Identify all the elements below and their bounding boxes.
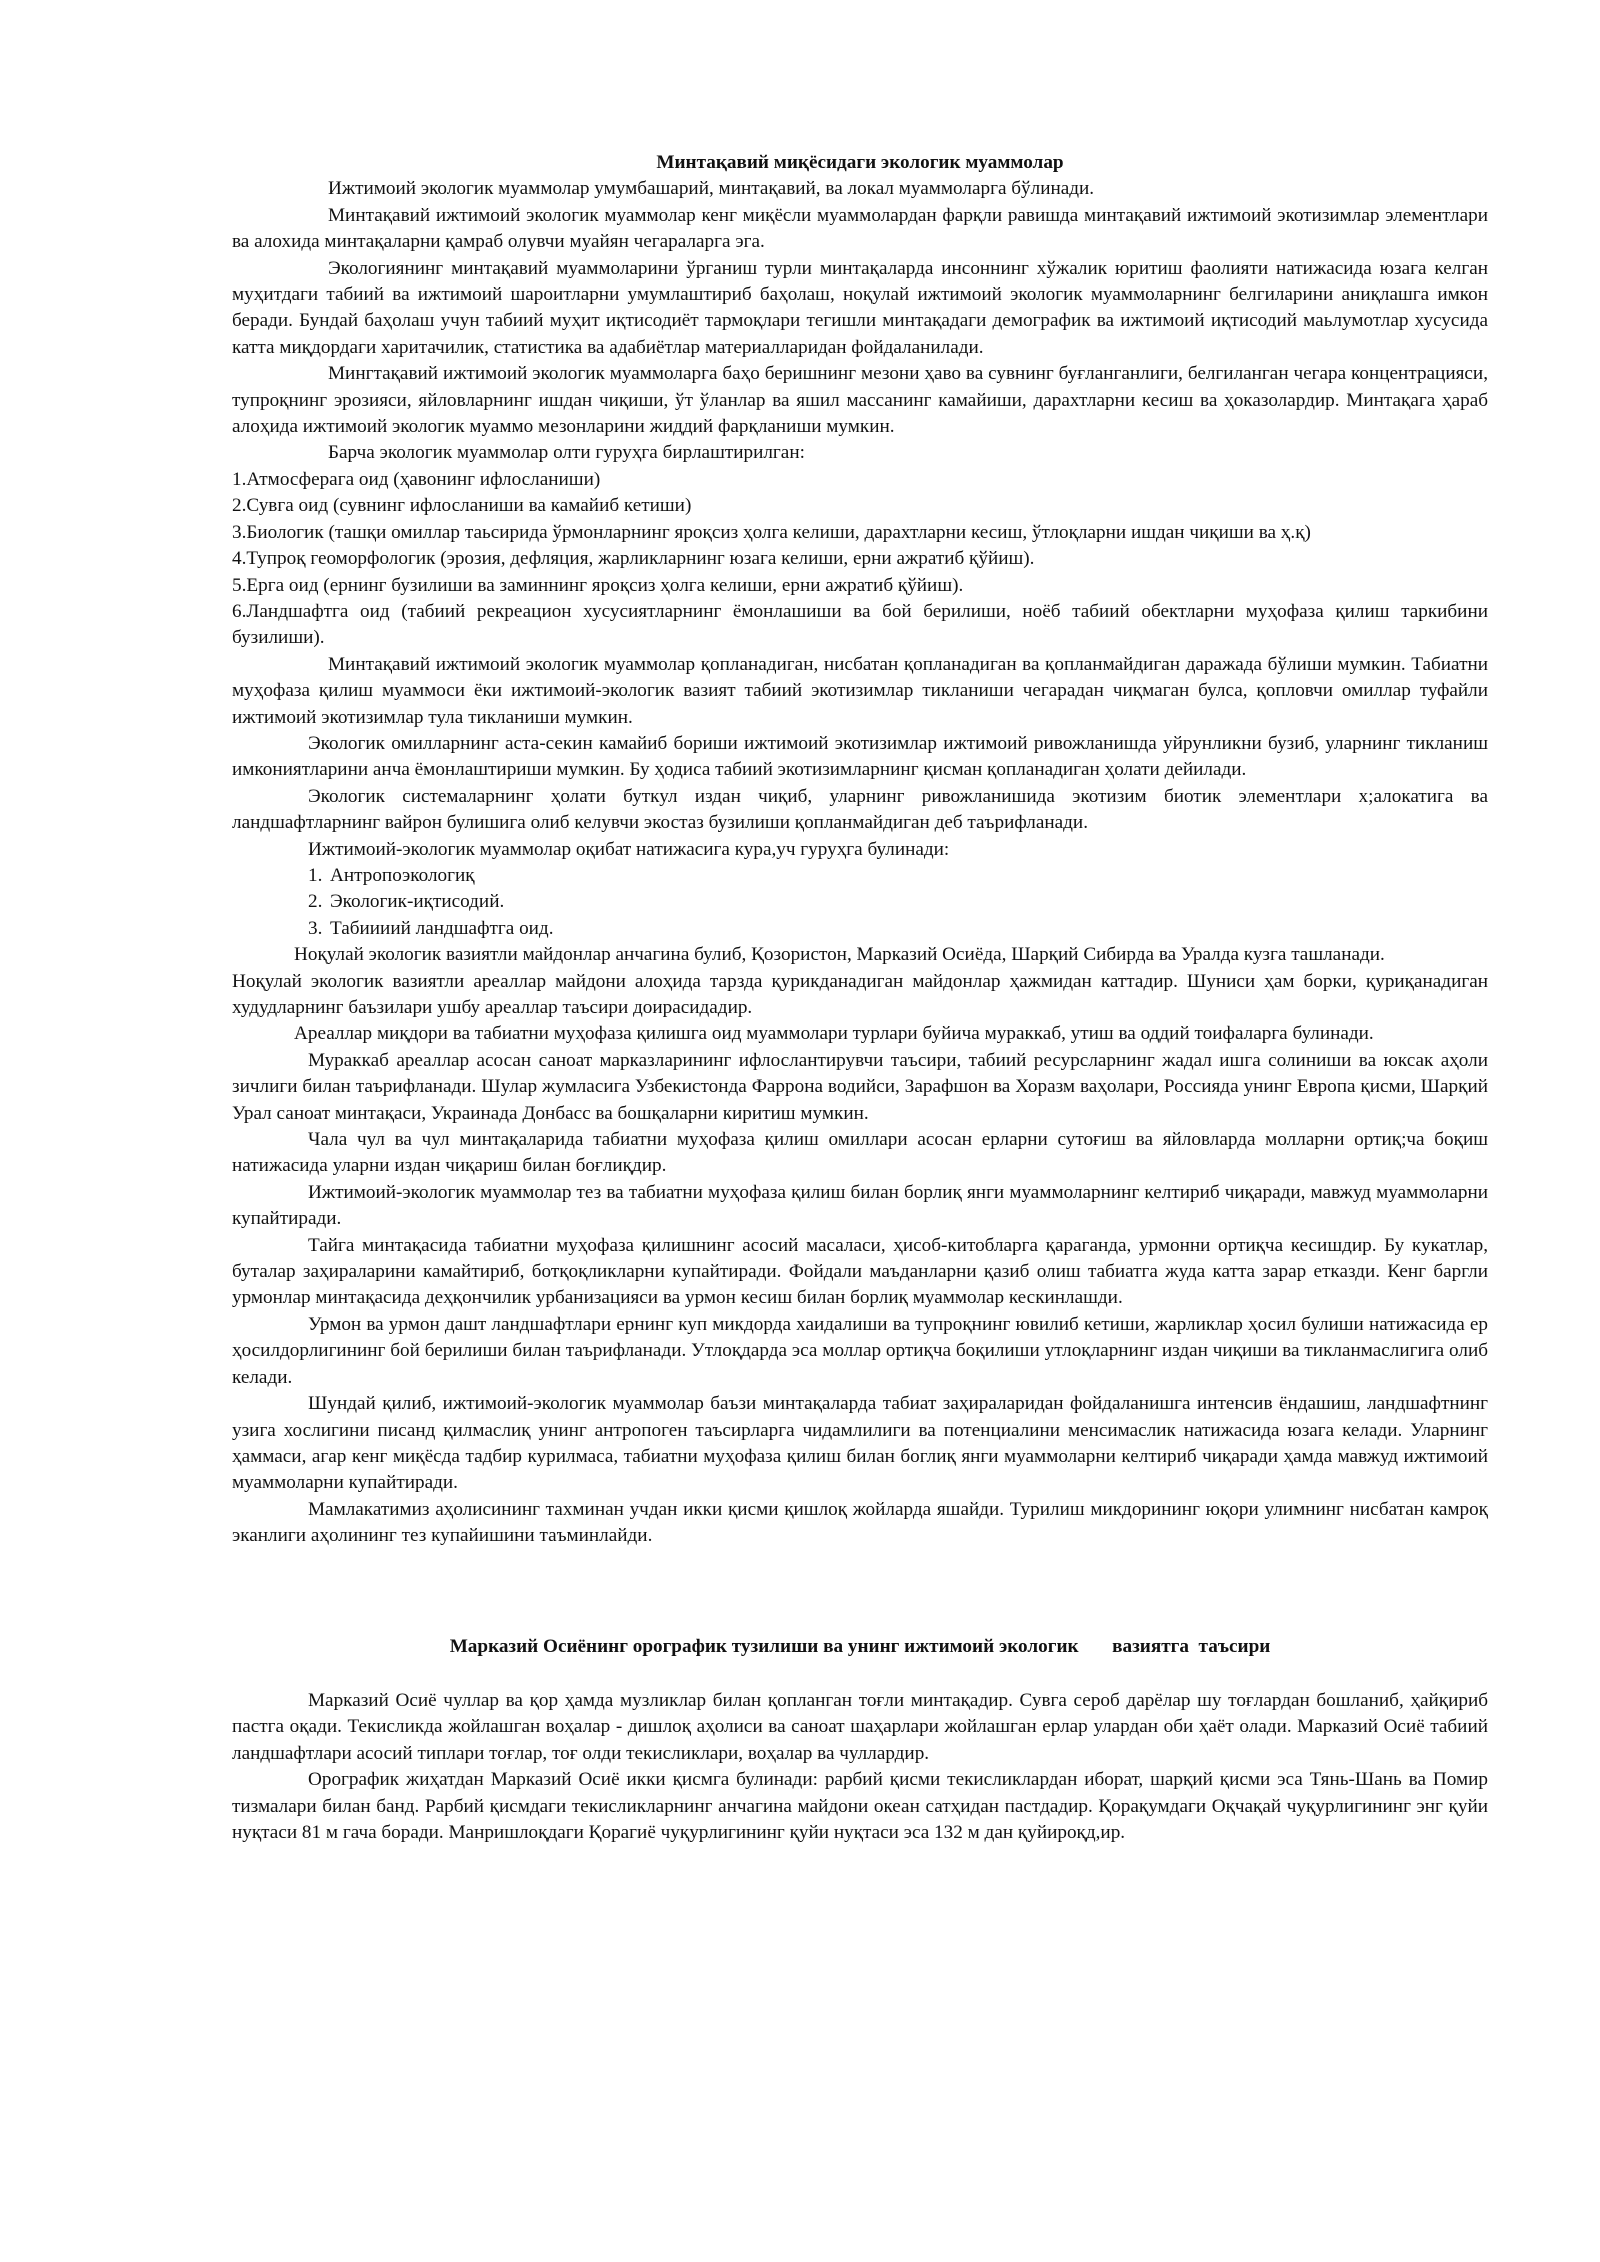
paragraph: Ижтимоий-экологик муаммолар тез ва табиатни муҳофаза қилиш билан борлиқ янги муаммоларнинг келтириб чиқаради, мавжуд муаммоларни купайтиради. <box>232 1181 1488 1230</box>
list-item: 3.Биологик (ташқи омиллар таьсирида ўрмонларнинг яроқсиз ҳолга келиши, дарахтларни кесиш, ўтлоқларни ишдан чиқиши ва ҳ.қ) <box>232 521 1311 543</box>
paragraph: Минтақавий ижтимоий экологик муаммолар кенг миқёсли муаммолардан фарқли равишда минтақавий ижтимоий экотизимлар элементлари ва алохида минтақаларни қамраб олувчи муайян чегараларга эга. <box>232 204 1488 253</box>
paragraph: Барча экологик муаммолар олти гуруҳга бирлаштирилган: <box>328 442 805 464</box>
paragraph: Урмон ва урмон дашт ландшафтлари ернинг куп микдорда хаидалиши ва тупроқнинг ювилиб кетиши, жарликлар ҳосил булиши натижасида ер ҳосилдорлигининг бой берилиши билан таърифланади. Утлоқдарда эса моллар ортиқча боқилиши утлоқларнинг издан чиқиши ва тикланмаслигига олиб келади. <box>232 1313 1488 1388</box>
list-item <box>308 916 1488 942</box>
list-text: Табиииий ландшафтга оид. <box>330 917 554 939</box>
list-item: 1.Атмосферага оид (ҳавонинг ифлосланиши) <box>232 468 601 490</box>
paragraph: Ноқулай экологик вазиятли ареаллар майдони алоҳида тарзда қурикданадиган майдонлар ҳажмидан каттадир. Шуниси ҳам борки, қуриқанадиган худудларнинг баъзилари ушбу ареаллар таъсири доирасидадир. <box>232 970 1488 1018</box>
section-1-title: Минтақавий миқёсидаги экологик муаммолар <box>656 152 1064 173</box>
list-number: 2. <box>308 891 323 913</box>
paragraph: Ижтимоий экологик муаммолар умумбашарий, минтақавий, ва локал муаммоларга бўлинади. <box>328 178 1095 200</box>
paragraph: Мамлакатимиз аҳолисининг тахминан учдан икки қисми қишлоқ жойларда яшайди. Турилиш микдорининг юқори улимнинг нисбатан камроқ эканлиги аҳолининг тез купайишини таъминлайди. <box>232 1498 1488 1547</box>
paragraph: Тайга минтақасида табиатни муҳофаза қилишнинг асосий масаласи, ҳисоб-китобларга қараганда, урмонни ортиқча кесишдир. Бу кукатлар, буталар заҳираларини камайтириб, ботқоқликларни купайтиради. Фойдали маъданларни қазиб олиш табиатга жуда катта зарар етказди. Кенг баргли урмонлар минтақасида деҳқончилик урбанизацияси ва урмон кесиш билан борлиқ муаммолар кескинлашди. <box>232 1234 1488 1309</box>
paragraph: Мингтақавий ижтимоий экологик муаммоларга баҳо беришнинг мезони ҳаво ва сувнинг буғланганлиги, белгиланган чегара концентрацияси, тупроқнинг эрозияси, яйловларнинг ишдан чиқиши, ўт ўланлар ва яшил массанинг камайиши, дарахтларни кесиш ва ҳоказолардир. Минтақага ҳараб алоҳида ижтимоий экологик муаммо мезонларини жиддий фарқланиши мумкин. <box>232 363 1488 438</box>
paragraph: Экологик омилларнинг аста-секин камайиб бориши ижтимоий экотизимлар ижтимоий ривожланишда уйрунликни бузиб, уларнинг тикланиш имкониятларини анча ёмонлаштириши мумкин. Бу ҳодиса табиий экотизимларнинг қисман қопланадиган ҳолати дейилади. <box>232 732 1488 781</box>
list-item: 6.Ландшафтга оид (табиий рекреацион хусусиятларнинг ёмонлашиши ва бой берилиши, ноёб табиий обектларни муҳофаза қилиш таркибини бузилиши). <box>232 600 1488 649</box>
list-text: Антропоэкологиқ <box>330 864 475 886</box>
paragraph: Чала чул ва чул минтақаларида табиатни муҳофаза қилиш омиллари асосан ерларни сутоғиш ва яйловларда молларни ортиқ;ча боқиш натижасида уларни издан чиқариш билан боғлиқдир. <box>232 1129 1488 1177</box>
list-item <box>308 889 1488 915</box>
section-2-title: Марказий Осиёнинг орографик тузилиши ва унинг ижтимоий экологик вазиятга таъсири <box>449 1635 1271 1657</box>
paragraph: Мураккаб ареаллар асосан саноат марказларининг ифлослантирувчи таъсири, табиий ресурсларнинг жадал ишга солиниши ва юксак аҳоли зичлиги билан таърифланади. Шулар жумласига Узбекистонда Фаррона водийси, Зарафшон ва Хоразм ваҳолари, Россияда унинг Европа қисми, Шарқий Урал саноат минтақаси, Украинада Донбасс ва бошқаларни киритиш мумкин. <box>232 1049 1488 1124</box>
section-spacer <box>232 1550 1488 1634</box>
paragraph: Минтақавий ижтимоий экологик муаммолар қопланадиган, нисбатан қопланадиган ва қопланмайдиган даражада бўлиши мумкин. Табиатни муҳофаза қилиш муаммоси ёки ижтимоий-экологик вазият табиий экотизимлар тикланиши чегарадан чиқмаган булса, қопловчи омиллар туфайли ижтимоий экотизимлар тула тикланиши мумкин. <box>232 653 1488 728</box>
paragraph: Ноқулай экологик вазиятли майдонлар анчагина булиб, Қозористон, Марказий Осиёда, Шарқий Сибирда ва Уралда кузга ташланади. <box>294 944 1385 966</box>
list-text: Экологик-иқтисодий. <box>330 891 505 913</box>
paragraph: Экологик системаларнинг ҳолати буткул издан чиқиб, уларнинг ривожланишида экотизим биотик элементлари х;алокатига ва ландшафтларнинг вайрон булишига олиб келувчи экостаз бузилиши қопланмайдиган деб таърифланади. <box>232 785 1488 834</box>
list-number: 3. <box>308 917 323 939</box>
list-item: 4.Тупроқ геоморфологик (эрозия, дефляция, жарликларнинг юзага келиши, ерни ажратиб қўйиш). <box>232 548 1035 570</box>
problem-groups-list <box>232 467 1488 652</box>
paragraph: Ижтимоий-экологик муаммолар оқибат натижасига кура,уч гуруҳга булинади: <box>308 838 950 860</box>
paragraph: Шундай қилиб, ижтимоий-экологик муаммолар баъзи минтақаларда табиат заҳираларидан фойдаланишга интенсив ёндашиш, ландшафтнинг узига хослигини писанд қилмаслиқ унинг антропоген таъсирларга чидамлилиги ва потенциалини менсимаслик натижасида юзага келади. Уларнинг ҳаммаси, агар кенг миқёсда тадбир курилмаса, табиатни муҳофаза қилиш билан боглиқ янги муаммоларни келтириб чиқаради ҳамда мавжуд ижтимоий муаммоларни купайтиради. <box>232 1393 1488 1494</box>
list-item <box>308 863 1488 889</box>
list-item: 2.Сувга оид (сувнинг ифлосланиши ва камайиб кетиши) <box>232 495 692 517</box>
paragraph: Марказий Осиё чуллар ва қор ҳамда музликлар билан қопланган тоғли минтақадир. Сувга сероб дарёлар шу тоғлардан бошланиб, ҳайқириб пастга оқади. Текисликда жойлашган воҳалар - дишлоқ аҳолиси ва саноат шаҳарлари жойлашган ерлар улардан оби ҳаёт олади. Марказий Осиё табиий ландшафтлари асосий типлари тоғлар, тоғ олди текисликлари, воҳалар ва чуллардир. <box>232 1689 1488 1764</box>
paragraph: Экологиянинг минтақавий муаммоларини ўрганиш турли минтақаларда инсоннинг хўжалик юритиш фаолияти натижасида юзага келган муҳитдаги табиий ва ижтимоий шароитларни умумлаштириб баҳолаш, ноқулай ижтимоий экологик муаммоларнинг белгиларини аниқлашга имкон беради. Бундай баҳолаш учун табиий муҳит иқтисодиёт тармоқлари тегишли минтақадаги демографик ва ижтимоий иқтисодий маьлумотлар хусусида катта миқдордаги харитачилик, статистика ва адабиётлар материалларидан фойдаланилади. <box>232 257 1488 358</box>
consequence-groups-list <box>232 863 1488 942</box>
paragraph: Ареаллар миқдори ва табиатни муҳофаза қилишга оид муаммолари турлари буйича мураккаб, утиш ва оддий тоифаларга булинади. <box>294 1023 1374 1045</box>
document-page <box>232 150 1488 1846</box>
paragraph: Орографик жиҳатдан Марказий Осиё икки қисмга булинади: рарбий қисми текисликлардан иборат, шарқий қисми эса Тянь-Шань ва Помир тизмалари билан банд. Рарбий қисмдаги текисликларнинг анчагина майдони океан сатҳидан пастдадир. Қорақумдаги Оқчақай чуқурлигининг энг қуйи нуқтаси 81 м гача боради. Манришлоқдаги Қорагиё чуқурлигининг қуйи нуқтаси эса 132 м дан қуйироқд,ир. <box>232 1769 1488 1843</box>
list-number: 1. <box>308 864 323 886</box>
list-item: 5.Ерга оид (ернинг бузилиши ва заминнинг яроқсиз ҳолга келиши, ерни ажратиб қўйиш). <box>232 574 964 596</box>
